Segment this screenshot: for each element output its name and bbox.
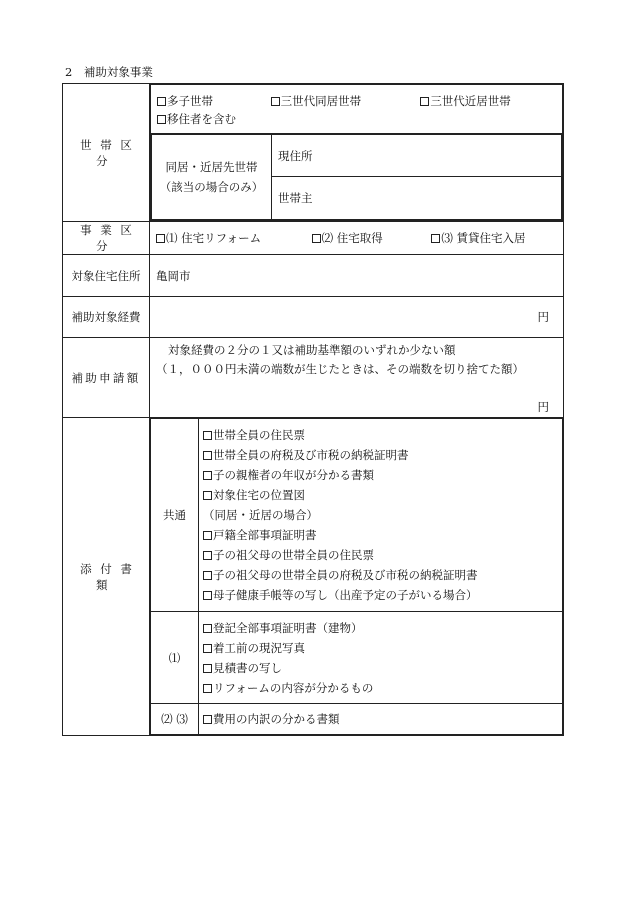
checkbox-icon <box>203 551 212 560</box>
doc-item-note: （同居・近居の場合） <box>203 508 318 522</box>
checkbox-icon <box>203 715 212 724</box>
checkbox-icon <box>203 624 212 633</box>
doc-item[interactable]: 戸籍全部事項証明書 <box>203 525 562 545</box>
common-docs-list <box>199 419 563 612</box>
checkbox-sansedai-kinkyo[interactable]: 三世代近居世帯 <box>420 92 511 110</box>
doc-item[interactable]: 着工前の現況写真 <box>203 638 562 658</box>
doc-item[interactable]: 見積書の写し <box>203 658 562 678</box>
field-genjusho[interactable]: 現住所 <box>272 135 562 177</box>
checkbox-icon <box>203 664 212 673</box>
label-address: 対象住宅住所 <box>63 255 150 297</box>
checkbox-icon <box>203 451 212 460</box>
doc-item[interactable]: 登記全部事項証明書（建物） <box>203 618 562 638</box>
checkbox-icon <box>203 431 212 440</box>
checkbox-icon <box>203 571 212 580</box>
checkbox-icon <box>312 234 321 243</box>
subsidy-form-table <box>62 83 564 736</box>
checkbox-icon <box>420 97 429 106</box>
doc-item[interactable]: 母子健康手帳等の写し（出産予定の子がいる場合） <box>203 585 562 605</box>
label-text: 世帯区分 <box>80 137 141 168</box>
dokyo-kinkyo-label: 同居・近居先世帯 <box>165 160 258 174</box>
checkbox-icon <box>431 234 440 243</box>
label-setai-kubun <box>63 84 150 222</box>
checkbox-icon <box>203 531 212 540</box>
label-jigyo-kubun <box>63 222 150 255</box>
checkbox-sansedai-dokyo[interactable]: 三世代同居世帯 <box>271 92 417 110</box>
checkbox-icon <box>203 644 212 653</box>
label-shinsei: 補助申請額 <box>63 338 150 418</box>
checkbox-chintai[interactable]: ⑶ 賃貸住宅入居 <box>431 230 525 246</box>
checkbox-icon <box>157 97 166 106</box>
doc-item[interactable]: 子の祖父母の世帯全員の住民票 <box>203 545 562 565</box>
section-heading: 2 補助対象事業 <box>65 65 153 79</box>
checkbox-icon <box>203 591 212 600</box>
checkbox-icon <box>156 234 165 243</box>
label-cost: 補助対象経費 <box>63 297 150 338</box>
doc-item[interactable]: 世帯全員の府税及び市税の納税証明書 <box>203 445 562 465</box>
common-label: 共通 <box>151 419 199 612</box>
reform-docs-list <box>199 612 563 704</box>
checkbox-icon <box>157 115 166 124</box>
checkbox-icon <box>203 491 212 500</box>
checkbox-icon <box>203 684 212 693</box>
dokyo-kinkyo-note: （該当の場合のみ） <box>159 180 264 194</box>
shinsei-field[interactable] <box>150 338 564 418</box>
shinsei-note-2: （１，０００円未満の端数が生じたときは、その端数を切り捨てた額） <box>156 362 524 376</box>
shinsei-note-1: 対象経費の２分の１又は補助基準額のいずれか少ない額 <box>168 343 456 357</box>
doc-item[interactable]: 子の親権者の年収が分かる書類 <box>203 465 562 485</box>
checkbox-shutoku[interactable]: ⑵ 住宅取得 <box>312 230 428 246</box>
checkbox-tashi-setai[interactable]: 多子世帯 <box>157 92 267 110</box>
label-text: 事業区分 <box>80 223 141 253</box>
checkbox-icon <box>271 97 280 106</box>
doc-item[interactable]: 世帯全員の住民票 <box>203 425 562 445</box>
doc-item[interactable]: 費用の内訳の分かる書類 <box>203 709 562 729</box>
doc-item[interactable]: 子の祖父母の世帯全員の府税及び市税の納税証明書 <box>203 565 562 585</box>
checkbox-ijusha[interactable]: 移住者を含む <box>157 110 236 128</box>
checkbox-icon <box>203 471 212 480</box>
field-setainushi[interactable]: 世帯主 <box>272 177 562 220</box>
doc-item[interactable]: リフォームの内容が分かるもの <box>203 678 562 698</box>
doc-item[interactable]: 対象住宅の位置図 <box>203 485 562 505</box>
shutoku-chintai-label: ⑵ ⑶ <box>151 704 199 735</box>
shutoku-docs-list <box>199 704 563 735</box>
shinsei-unit: 円 <box>537 400 549 414</box>
address-field[interactable]: 亀岡市 <box>150 255 564 297</box>
reform-label: ⑴ <box>151 612 199 704</box>
label-tenpu: 添付書類 <box>63 418 150 736</box>
checkbox-reform[interactable]: ⑴ 住宅リフォーム <box>156 230 308 246</box>
cost-field[interactable]: 円 <box>150 297 564 338</box>
